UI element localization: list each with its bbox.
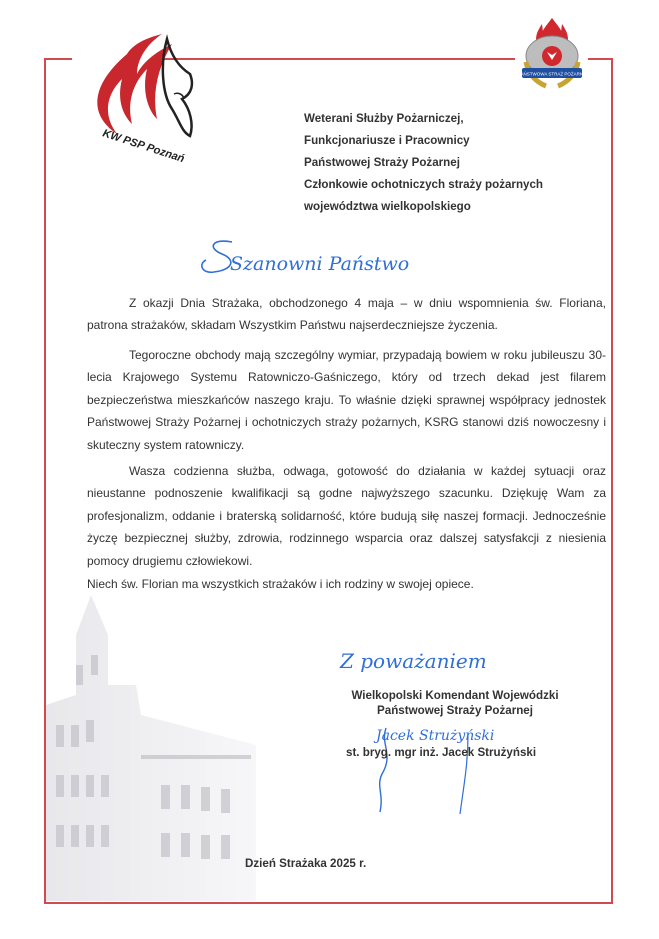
kw-psp-poznan-logo: [72, 14, 212, 164]
signoff-title-line-2: Państwowej Straży Pożarnej: [377, 704, 533, 717]
frame-top-left-segment: [44, 58, 72, 60]
recipient-line: Funkcjonariusze i Pracownicy: [304, 134, 470, 147]
paragraph-text: Z okazji Dnia Strażaka, obchodzonego 4 maja – w dniu wspomnienia św. Floriana, patrona strażaków, składam Wszystkim Państwu najserdeczniejsze życzenia.: [87, 296, 606, 333]
recipient-line: Członkowie ochotniczych straży pożarnych: [304, 178, 544, 191]
paragraph-text: Niech św. Florian ma wszystkich strażaków i ich rodziny w swojej opiece.: [87, 577, 474, 591]
salutation-signature-icon: [192, 234, 422, 284]
paragraph-text: Tegoroczne obchody mają szczególny wymiar, przypadają bowiem w roku jubileuszu 30-lecia Krajowego Systemu Ratowniczo-Gaśniczego, który od trzech dekad jest filarem bezpieczeństwa mieszkańców naszego kraju. To właśnie dzięki sprawnej współpracy jednostek Państwowej Straży Pożarnej i ochotniczych straży pożarnych, KSRG stanowi dziś nowoczesny i skuteczny system ratowniczy.: [87, 348, 606, 452]
flame-horse-logo-icon: [72, 14, 212, 164]
closing-signature-icon: [338, 640, 518, 676]
svg-text:Jacek Strużyński: Jacek Strużyński: [376, 728, 495, 744]
frame-bottom: [44, 902, 613, 904]
recipient-line: Państwowej Straży Pożarnej: [304, 156, 460, 169]
psp-emblem: [516, 14, 588, 96]
building-illustration-icon: [46, 595, 256, 901]
signature-icon: [372, 724, 522, 820]
svg-text:Z poważaniem: Z poważaniem: [340, 649, 487, 673]
signoff-title-line-1: Wielkopolski Komendant Wojewódzki: [351, 689, 559, 702]
date-line: Dzień Strażaka 2025 r.: [245, 857, 367, 870]
salutation-handwritten: [192, 234, 422, 284]
signer-name: st. bryg. mgr inż. Jacek Strużyński: [346, 746, 537, 759]
body-paragraph-3: [87, 460, 606, 572]
body-paragraph-4: [87, 573, 606, 595]
svg-text:PAŃSTWOWA STRAŻ POŻARNA: PAŃSTWOWA STRAŻ POŻARNA: [517, 71, 587, 77]
body-paragraph-1: [87, 292, 606, 337]
fire-station-building-watermark: [46, 595, 256, 901]
recipient-line: Weterani Służby Pożarniczej,: [304, 112, 464, 125]
frame-top-right-segment: [588, 58, 613, 60]
psp-emblem-icon: [516, 14, 588, 96]
recipient-line: województwa wielkopolskiego: [304, 200, 471, 213]
body-paragraph-2: [87, 344, 606, 456]
svg-text:Szanowni Państwo: Szanowni Państwo: [230, 253, 410, 275]
svg-text:KW PSP Poznań: KW PSP Poznań: [101, 127, 186, 164]
frame-right: [611, 58, 613, 904]
handwritten-signature: [372, 724, 522, 820]
closing-handwritten: [338, 640, 518, 676]
recipients-block: [304, 108, 543, 218]
paragraph-text: Wasza codzienna służba, odwaga, gotowość do działania w każdej sytuacji oraz nieustanne podnoszenie kwalifikacji są godne najwyższego szacunku. Dziękuję Wam za profesjonalizm, oddanie i braterską solidarność, które budują siłę naszej formacji. Jednocześnie życzę bezpiecznej służby, zdrowia, rodzinnego wsparcia oraz dalszej satysfakcji z niesienia pomocy drugiemu człowiekowi.: [87, 464, 606, 568]
signoff-title-block: [330, 688, 580, 718]
